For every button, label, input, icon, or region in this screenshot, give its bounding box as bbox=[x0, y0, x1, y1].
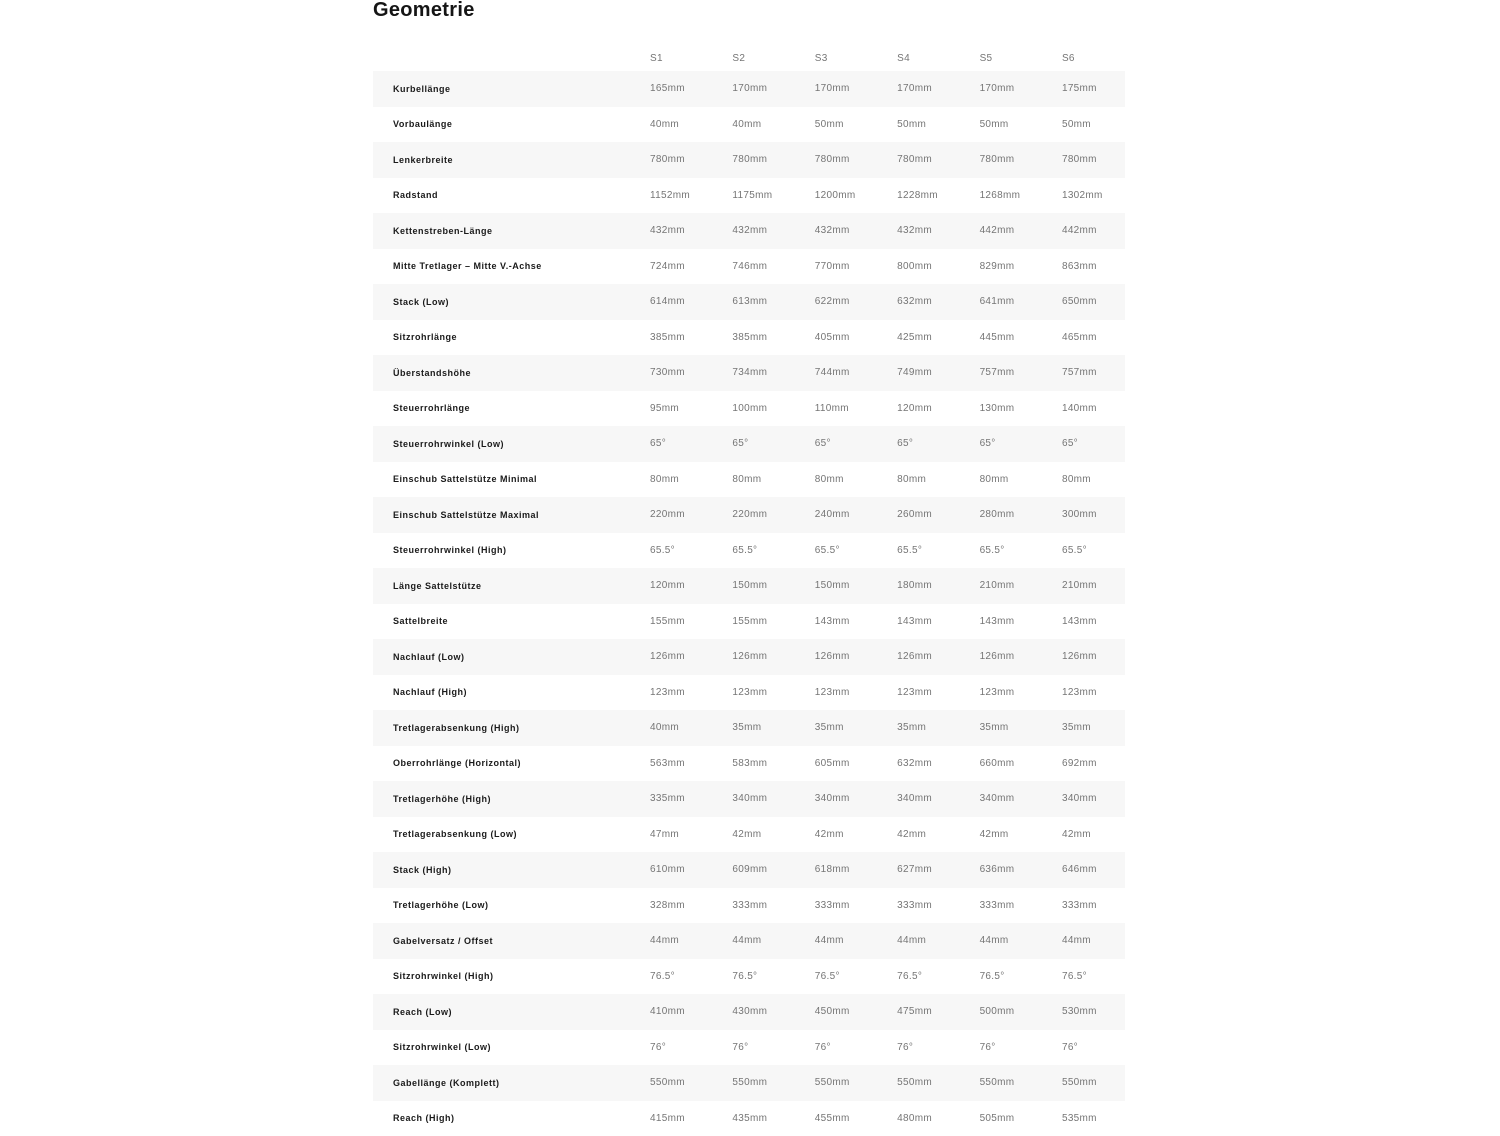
row-value: 425mm bbox=[897, 332, 979, 343]
row-value: 780mm bbox=[815, 154, 897, 165]
row-value: 123mm bbox=[897, 687, 979, 698]
column-header: S6 bbox=[1062, 53, 1144, 64]
row-value: 442mm bbox=[1062, 225, 1144, 236]
table-row bbox=[373, 462, 1125, 498]
row-value: 65.5° bbox=[1062, 545, 1144, 556]
table-row bbox=[373, 710, 1125, 746]
row-label: Reach (High) bbox=[373, 1113, 650, 1123]
row-value: 143mm bbox=[815, 616, 897, 627]
row-label: Stack (Low) bbox=[373, 297, 650, 307]
row-value: 614mm bbox=[650, 296, 732, 307]
row-value: 50mm bbox=[1062, 119, 1144, 130]
row-value: 328mm bbox=[650, 900, 732, 911]
row-label: Sattelbreite bbox=[373, 616, 650, 626]
row-value: 76.5° bbox=[1062, 971, 1144, 982]
table-row bbox=[373, 107, 1125, 143]
table-row bbox=[373, 355, 1125, 391]
row-label: Mitte Tretlager – Mitte V.-Achse bbox=[373, 261, 650, 271]
row-value: 583mm bbox=[732, 758, 814, 769]
row-value: 100mm bbox=[732, 403, 814, 414]
table-row bbox=[373, 71, 1125, 107]
row-label: Stack (High) bbox=[373, 865, 650, 875]
row-value: 333mm bbox=[732, 900, 814, 911]
row-value: 220mm bbox=[650, 509, 732, 520]
row-value: 744mm bbox=[815, 367, 897, 378]
row-value: 563mm bbox=[650, 758, 732, 769]
row-value: 76.5° bbox=[732, 971, 814, 982]
row-label: Steuerrohrwinkel (High) bbox=[373, 545, 650, 555]
table-row bbox=[373, 142, 1125, 178]
row-value: 636mm bbox=[980, 864, 1062, 875]
table-row bbox=[373, 923, 1125, 959]
row-value: 385mm bbox=[732, 332, 814, 343]
row-value: 333mm bbox=[980, 900, 1062, 911]
row-label: Kettenstreben-Länge bbox=[373, 226, 650, 236]
row-value: 641mm bbox=[980, 296, 1062, 307]
row-value: 1268mm bbox=[980, 190, 1062, 201]
row-value: 123mm bbox=[1062, 687, 1144, 698]
row-value: 150mm bbox=[815, 580, 897, 591]
column-header: S4 bbox=[897, 53, 979, 64]
row-label: Gabelversatz / Offset bbox=[373, 936, 650, 946]
row-label: Steuerrohrlänge bbox=[373, 403, 650, 413]
row-value: 44mm bbox=[650, 935, 732, 946]
row-value: 1302mm bbox=[1062, 190, 1144, 201]
row-value: 76° bbox=[650, 1042, 732, 1053]
row-value: 123mm bbox=[980, 687, 1062, 698]
row-value: 1200mm bbox=[815, 190, 897, 201]
row-value: 442mm bbox=[980, 225, 1062, 236]
row-label: Tretlagerhöhe (Low) bbox=[373, 900, 650, 910]
table-row bbox=[373, 1065, 1125, 1101]
row-value: 333mm bbox=[1062, 900, 1144, 911]
row-value: 76° bbox=[815, 1042, 897, 1053]
row-value: 746mm bbox=[732, 261, 814, 272]
row-value: 65° bbox=[980, 438, 1062, 449]
row-value: 180mm bbox=[897, 580, 979, 591]
row-value: 44mm bbox=[1062, 935, 1144, 946]
row-value: 280mm bbox=[980, 509, 1062, 520]
row-label: Länge Sattelstütze bbox=[373, 581, 650, 591]
column-header: S1 bbox=[650, 53, 732, 64]
row-value: 76° bbox=[732, 1042, 814, 1053]
row-value: 335mm bbox=[650, 793, 732, 804]
row-value: 646mm bbox=[1062, 864, 1144, 875]
table-row bbox=[373, 249, 1125, 285]
row-value: 170mm bbox=[897, 83, 979, 94]
table-row bbox=[373, 568, 1125, 604]
row-label: Tretlagerabsenkung (High) bbox=[373, 723, 650, 733]
row-value: 450mm bbox=[815, 1006, 897, 1017]
row-value: 175mm bbox=[1062, 83, 1144, 94]
row-value: 432mm bbox=[815, 225, 897, 236]
row-value: 80mm bbox=[1062, 474, 1144, 485]
row-value: 42mm bbox=[897, 829, 979, 840]
row-value: 50mm bbox=[815, 119, 897, 130]
row-value: 749mm bbox=[897, 367, 979, 378]
row-value: 535mm bbox=[1062, 1113, 1144, 1124]
table-row bbox=[373, 604, 1125, 640]
row-value: 300mm bbox=[1062, 509, 1144, 520]
row-label: Einschub Sattelstütze Maximal bbox=[373, 510, 650, 520]
row-value: 126mm bbox=[732, 651, 814, 662]
row-value: 76° bbox=[980, 1042, 1062, 1053]
row-value: 613mm bbox=[732, 296, 814, 307]
row-value: 165mm bbox=[650, 83, 732, 94]
row-label: Nachlauf (Low) bbox=[373, 652, 650, 662]
row-value: 95mm bbox=[650, 403, 732, 414]
row-value: 550mm bbox=[732, 1077, 814, 1088]
row-value: 42mm bbox=[980, 829, 1062, 840]
row-value: 780mm bbox=[732, 154, 814, 165]
row-value: 65.5° bbox=[732, 545, 814, 556]
row-label: Oberrohrlänge (Horizontal) bbox=[373, 758, 650, 768]
row-value: 757mm bbox=[980, 367, 1062, 378]
row-value: 829mm bbox=[980, 261, 1062, 272]
table-row bbox=[373, 888, 1125, 924]
row-value: 240mm bbox=[815, 509, 897, 520]
row-value: 35mm bbox=[815, 722, 897, 733]
table-row bbox=[373, 959, 1125, 995]
table-row bbox=[373, 178, 1125, 214]
row-value: 123mm bbox=[650, 687, 732, 698]
row-value: 650mm bbox=[1062, 296, 1144, 307]
table-row bbox=[373, 781, 1125, 817]
row-value: 35mm bbox=[897, 722, 979, 733]
row-value: 770mm bbox=[815, 261, 897, 272]
column-header: S2 bbox=[732, 53, 814, 64]
row-value: 730mm bbox=[650, 367, 732, 378]
row-value: 660mm bbox=[980, 758, 1062, 769]
table-row bbox=[373, 284, 1125, 320]
row-value: 50mm bbox=[980, 119, 1062, 130]
row-value: 80mm bbox=[897, 474, 979, 485]
row-value: 35mm bbox=[980, 722, 1062, 733]
row-value: 432mm bbox=[732, 225, 814, 236]
row-value: 780mm bbox=[897, 154, 979, 165]
row-value: 435mm bbox=[732, 1113, 814, 1124]
row-value: 609mm bbox=[732, 864, 814, 875]
row-value: 65° bbox=[897, 438, 979, 449]
row-value: 340mm bbox=[980, 793, 1062, 804]
row-value: 550mm bbox=[1062, 1077, 1144, 1088]
row-value: 143mm bbox=[1062, 616, 1144, 627]
row-value: 475mm bbox=[897, 1006, 979, 1017]
row-value: 76.5° bbox=[897, 971, 979, 982]
row-value: 110mm bbox=[815, 403, 897, 414]
row-label: Sitzrohrwinkel (High) bbox=[373, 971, 650, 981]
row-value: 780mm bbox=[1062, 154, 1144, 165]
row-value: 123mm bbox=[815, 687, 897, 698]
row-value: 65.5° bbox=[980, 545, 1062, 556]
row-value: 47mm bbox=[650, 829, 732, 840]
row-value: 340mm bbox=[897, 793, 979, 804]
row-value: 800mm bbox=[897, 261, 979, 272]
row-value: 692mm bbox=[1062, 758, 1144, 769]
row-value: 455mm bbox=[815, 1113, 897, 1124]
row-value: 155mm bbox=[732, 616, 814, 627]
row-value: 126mm bbox=[980, 651, 1062, 662]
table-row bbox=[373, 1101, 1125, 1136]
row-value: 432mm bbox=[897, 225, 979, 236]
row-value: 42mm bbox=[732, 829, 814, 840]
row-value: 44mm bbox=[980, 935, 1062, 946]
row-value: 126mm bbox=[815, 651, 897, 662]
page-title: Geometrie bbox=[373, 0, 1125, 22]
row-value: 340mm bbox=[1062, 793, 1144, 804]
row-value: 143mm bbox=[897, 616, 979, 627]
row-value: 340mm bbox=[732, 793, 814, 804]
row-value: 405mm bbox=[815, 332, 897, 343]
row-value: 155mm bbox=[650, 616, 732, 627]
row-value: 65.5° bbox=[815, 545, 897, 556]
row-value: 44mm bbox=[815, 935, 897, 946]
row-value: 80mm bbox=[815, 474, 897, 485]
row-value: 500mm bbox=[980, 1006, 1062, 1017]
row-label: Sitzrohrwinkel (Low) bbox=[373, 1042, 650, 1052]
row-value: 65° bbox=[650, 438, 732, 449]
row-value: 65.5° bbox=[650, 545, 732, 556]
row-value: 220mm bbox=[732, 509, 814, 520]
row-value: 143mm bbox=[980, 616, 1062, 627]
row-value: 76° bbox=[1062, 1042, 1144, 1053]
row-value: 210mm bbox=[980, 580, 1062, 591]
row-value: 140mm bbox=[1062, 403, 1144, 414]
table-row bbox=[373, 391, 1125, 427]
row-value: 150mm bbox=[732, 580, 814, 591]
row-label: Überstandshöhe bbox=[373, 368, 650, 378]
table-row bbox=[373, 639, 1125, 675]
table-row bbox=[373, 497, 1125, 533]
row-value: 627mm bbox=[897, 864, 979, 875]
row-value: 757mm bbox=[1062, 367, 1144, 378]
row-value: 550mm bbox=[815, 1077, 897, 1088]
column-header: S5 bbox=[980, 53, 1062, 64]
row-value: 65° bbox=[732, 438, 814, 449]
table-row bbox=[373, 746, 1125, 782]
row-label: Vorbaulänge bbox=[373, 119, 650, 129]
row-value: 724mm bbox=[650, 261, 732, 272]
row-value: 65° bbox=[815, 438, 897, 449]
row-value: 76.5° bbox=[650, 971, 732, 982]
row-label: Steuerrohrwinkel (Low) bbox=[373, 439, 650, 449]
row-value: 333mm bbox=[815, 900, 897, 911]
row-value: 632mm bbox=[897, 758, 979, 769]
row-value: 415mm bbox=[650, 1113, 732, 1124]
row-label: Lenkerbreite bbox=[373, 155, 650, 165]
row-value: 126mm bbox=[650, 651, 732, 662]
row-value: 385mm bbox=[650, 332, 732, 343]
row-value: 432mm bbox=[650, 225, 732, 236]
row-value: 1175mm bbox=[732, 190, 814, 201]
column-header: S3 bbox=[815, 53, 897, 64]
row-value: 120mm bbox=[650, 580, 732, 591]
row-value: 430mm bbox=[732, 1006, 814, 1017]
row-value: 76.5° bbox=[980, 971, 1062, 982]
row-value: 76.5° bbox=[815, 971, 897, 982]
row-value: 120mm bbox=[897, 403, 979, 414]
row-value: 50mm bbox=[897, 119, 979, 130]
row-value: 210mm bbox=[1062, 580, 1144, 591]
row-value: 42mm bbox=[1062, 829, 1144, 840]
row-label: Gabellänge (Komplett) bbox=[373, 1078, 650, 1088]
row-value: 80mm bbox=[980, 474, 1062, 485]
table-row bbox=[373, 852, 1125, 888]
row-label: Tretlagerhöhe (High) bbox=[373, 794, 650, 804]
row-label: Nachlauf (High) bbox=[373, 687, 650, 697]
table-row bbox=[373, 675, 1125, 711]
row-value: 126mm bbox=[1062, 651, 1144, 662]
row-value: 618mm bbox=[815, 864, 897, 875]
row-value: 550mm bbox=[897, 1077, 979, 1088]
row-value: 734mm bbox=[732, 367, 814, 378]
row-value: 605mm bbox=[815, 758, 897, 769]
row-value: 80mm bbox=[732, 474, 814, 485]
row-value: 65.5° bbox=[897, 545, 979, 556]
row-value: 44mm bbox=[732, 935, 814, 946]
row-value: 780mm bbox=[980, 154, 1062, 165]
row-value: 1228mm bbox=[897, 190, 979, 201]
row-value: 76° bbox=[897, 1042, 979, 1053]
row-value: 35mm bbox=[732, 722, 814, 733]
geometry-table bbox=[373, 22, 1125, 1136]
row-value: 480mm bbox=[897, 1113, 979, 1124]
row-value: 1152mm bbox=[650, 190, 732, 201]
row-value: 622mm bbox=[815, 296, 897, 307]
row-value: 170mm bbox=[980, 83, 1062, 94]
row-value: 410mm bbox=[650, 1006, 732, 1017]
row-value: 340mm bbox=[815, 793, 897, 804]
row-value: 35mm bbox=[1062, 722, 1144, 733]
row-value: 505mm bbox=[980, 1113, 1062, 1124]
table-row bbox=[373, 1030, 1125, 1066]
row-value: 40mm bbox=[650, 119, 732, 130]
row-label: Sitzrohrlänge bbox=[373, 332, 650, 342]
row-value: 863mm bbox=[1062, 261, 1144, 272]
row-value: 44mm bbox=[897, 935, 979, 946]
row-value: 40mm bbox=[650, 722, 732, 733]
table-row bbox=[373, 320, 1125, 356]
row-label: Reach (Low) bbox=[373, 1007, 650, 1017]
geometry-section bbox=[373, 0, 1125, 1136]
row-value: 610mm bbox=[650, 864, 732, 875]
row-value: 170mm bbox=[815, 83, 897, 94]
row-value: 40mm bbox=[732, 119, 814, 130]
row-value: 170mm bbox=[732, 83, 814, 94]
row-value: 550mm bbox=[980, 1077, 1062, 1088]
table-row bbox=[373, 213, 1125, 249]
table-row bbox=[373, 426, 1125, 462]
row-value: 465mm bbox=[1062, 332, 1144, 343]
row-label: Radstand bbox=[373, 190, 650, 200]
row-value: 65° bbox=[1062, 438, 1144, 449]
row-value: 42mm bbox=[815, 829, 897, 840]
row-value: 80mm bbox=[650, 474, 732, 485]
row-value: 632mm bbox=[897, 296, 979, 307]
row-value: 130mm bbox=[980, 403, 1062, 414]
row-label: Tretlagerabsenkung (Low) bbox=[373, 829, 650, 839]
row-value: 550mm bbox=[650, 1077, 732, 1088]
row-value: 780mm bbox=[650, 154, 732, 165]
table-row bbox=[373, 994, 1125, 1030]
row-value: 530mm bbox=[1062, 1006, 1144, 1017]
table-row bbox=[373, 533, 1125, 569]
table-row bbox=[373, 817, 1125, 853]
table-header-row bbox=[373, 22, 1125, 71]
row-value: 333mm bbox=[897, 900, 979, 911]
row-label: Einschub Sattelstütze Minimal bbox=[373, 474, 650, 484]
row-value: 260mm bbox=[897, 509, 979, 520]
row-value: 126mm bbox=[897, 651, 979, 662]
row-label: Kurbellänge bbox=[373, 84, 650, 94]
row-value: 445mm bbox=[980, 332, 1062, 343]
row-value: 123mm bbox=[732, 687, 814, 698]
